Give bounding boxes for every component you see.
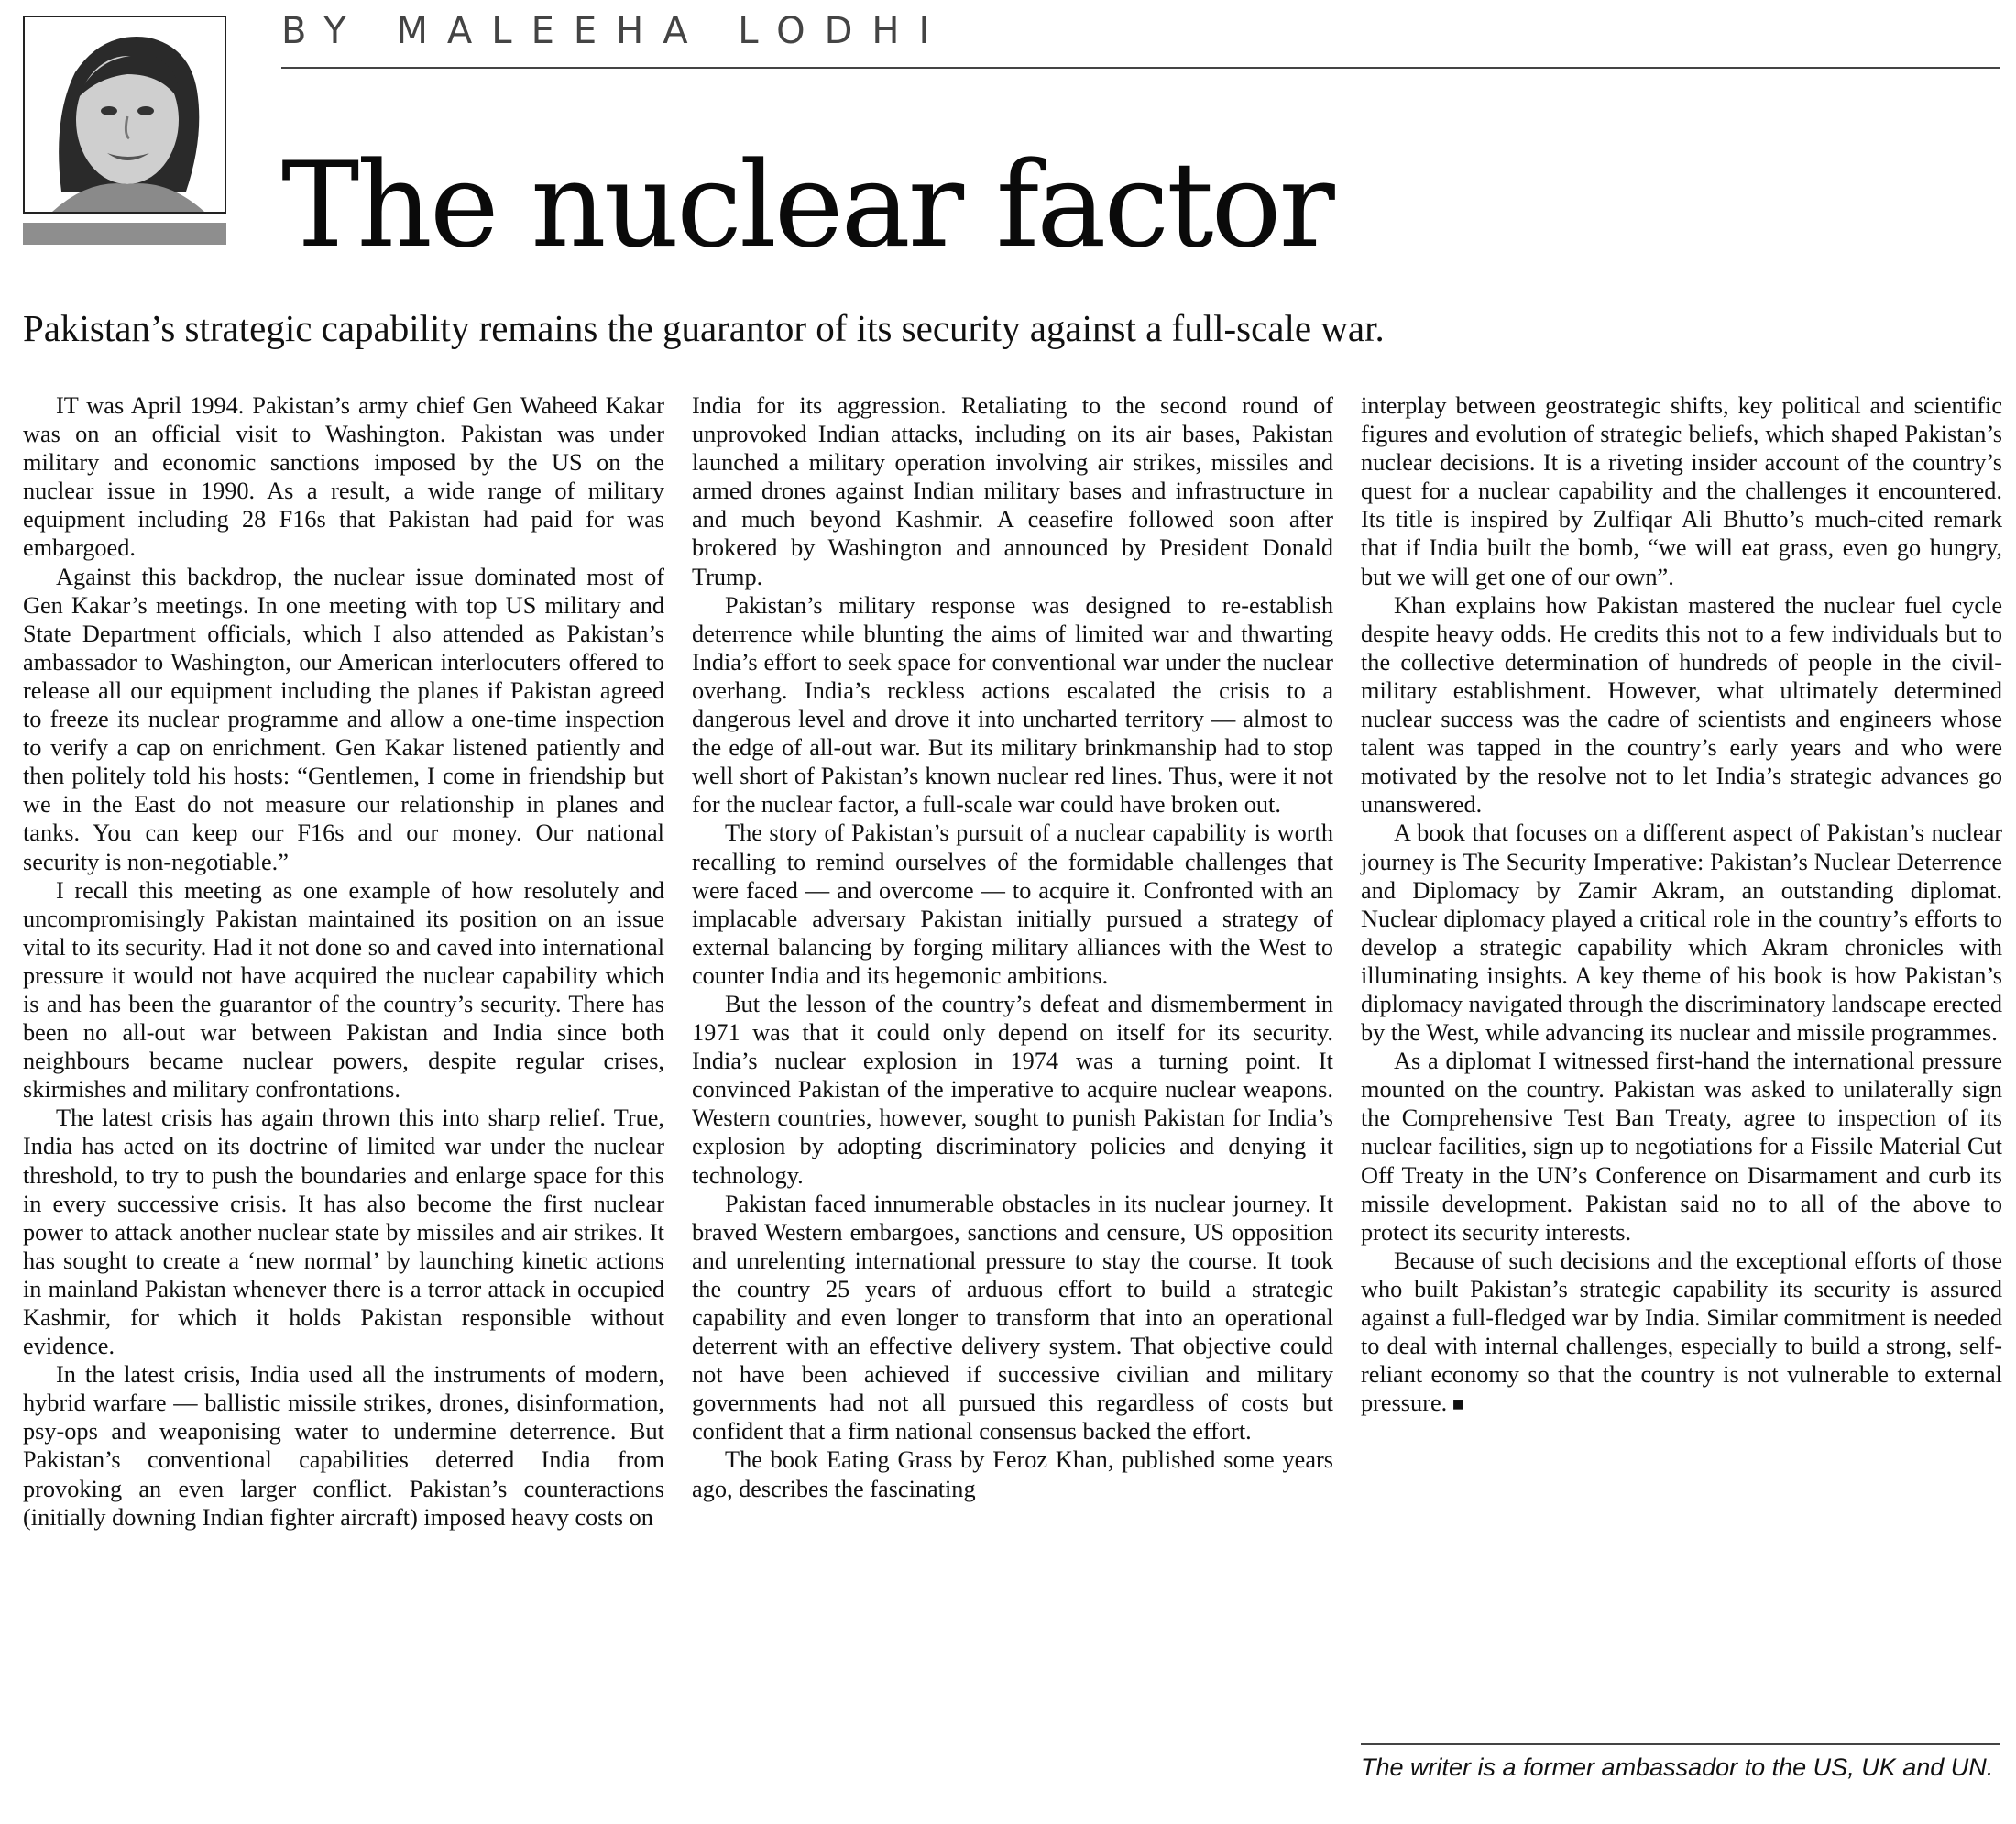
paragraph: IT was April 1994. Pakistan’s army chief Gen Waheed Kakar was on an official visit to Washington. Pakistan was under military and economic sanctions imposed by the US on the nuclear issue in 1990. As a result, a wide range of military equipment including 28 F16s that Pakistan had paid for was embargoed. bbox=[23, 392, 664, 562]
article-column-2 bbox=[692, 391, 1333, 1503]
paragraph: The story of Pakistan’s pursuit of a nuclear capability is worth recalling to remind ourselves of the formidable challenges that were faced — and overcome — to acquire it. Confronted with an implacable adversary Pakistan initially pursued a strategy of external balancing by forging military alliances with the West to counter India and its hegemonic ambitions. bbox=[692, 819, 1333, 989]
paragraph: In the latest crisis, India used all the instruments of modern, hybrid warfare — ballistic missile strikes, drones, disinformation, psy-ops and weaponising water to undermine deterrence. But Pakistan’s conventional capabilities deterred India from provoking an even larger conflict. Pakistan’s counteractions (initially downing Indian fighter aircraft) imposed heavy costs on bbox=[23, 1361, 664, 1531]
paragraph: interplay between geostrategic shifts, key political and scientific figures and evolution of strategic beliefs, which shaped Pakistan’s nuclear decisions. It is a riveting insider account of the country’s quest for a nuclear capability and the challenges it encountered. Its title is inspired by Zulfiqar Ali Bhutto’s much-cited remark that if India built the bomb, “we will eat grass, even go hungry, but we will get one of our own”. bbox=[1361, 392, 2002, 590]
paragraph: But the lesson of the country’s defeat and dismemberment in 1971 was that it could only depend on itself for its security. India’s nuclear explosion in 1974 was a turning point. It convinced Pakistan of the imperative to acquire nuclear weapons. Western countries, however, sought to punish Pakistan for India’s explosion by adopting discriminatory policies and denying it technology. bbox=[692, 990, 1333, 1189]
paragraph: Pakistan’s military response was designed to re-establish deterrence while blunting the aims of limited war and thwarting India’s effort to seek space for conventional war under the nuclear overhang. India’s reckless actions escalated the crisis to a dangerous level and drove it into uncharted territory — almost to the edge of all-out war. But its military brinkmanship had to stop well short of Pakistan’s known nuclear red lines. Thus, were it not for the nuclear factor, a full-scale war could have broken out. bbox=[692, 591, 1333, 819]
paragraph: Khan explains how Pakistan mastered the nuclear fuel cycle despite heavy odds. He credits this not to a few individuals but to the collective determination of hundreds of people in the civil-military establishment. However, what ultimately determined nuclear success was the cadre of scientists and engineers whose talent was tapped in the country’s early years and who were motivated by the resolve not to let India’s strategic advances go unanswered. bbox=[1361, 591, 2002, 819]
author-portrait bbox=[23, 16, 226, 214]
writer-note: The writer is a former ambassador to the US, UK and UN. bbox=[1361, 1753, 1994, 1781]
paragraph: The latest crisis has again thrown this into sharp relief. True, India has acted on its doctrine of limited war under the nuclear threshold, to try to push the boundaries and enlarge space for this in every successive crisis. It has also become the first nuclear power to attack another nuclear state by missiles and air strikes. It has sought to create a ‘new normal’ by launching kinetic actions in mainland Pakistan whenever there is a terror attack in occupied Kashmir, for which it holds Pakistan responsible without evidence. bbox=[23, 1104, 664, 1360]
paragraph: Pakistan faced innumerable obstacles in its nuclear journey. It braved Western embargoes, sanctions and censure, US opposition and unrelenting international pressure to stay the course. It took the country 25 years of arduous effort to build a strategic capability and even longer to transform that into an operational deterrent with an effective delivery system. That objective could not have been achieved if successive civilian and military governments had not all pursued this regardless of costs but confident that a firm national consensus backed the effort. bbox=[692, 1190, 1333, 1445]
portrait-accent-bar bbox=[23, 223, 226, 245]
paragraph: The book Eating Grass by Feroz Khan, published some years ago, describes the fascinating bbox=[692, 1446, 1333, 1502]
paragraph: Against this backdrop, the nuclear issue dominated most of Gen Kakar’s meetings. In one meeting with top US military and State Department officials, which I also attended as Pakistan’s ambassador to Washington, our American interlocuters offered to release all our equipment including the planes if Pakistan agreed to freeze its nuclear programme and allow a one-time inspection to verify a cap on enrichment. Gen Kakar listened patiently and then politely told his hosts: “Gentlemen, I come in friendship but we in the East do not measure our relationship in planes and tanks. You can keep our F16s and our money. Our national security is non-negotiable.” bbox=[23, 563, 664, 875]
byline: BY MALEEHA LODHI bbox=[281, 10, 949, 52]
standfirst: Pakistan’s strategic capability remains the guarantor of its security against a full-scale war. bbox=[23, 307, 1385, 349]
author-photo bbox=[25, 17, 225, 212]
paragraph: As a diplomat I witnessed first-hand the international pressure mounted on the country. Pakistan was asked to unilaterally sign the Comprehensive Test Ban Treaty, agree to inspection of its nuclear facilities, sign up to negotiations for a Fissile Material Cut Off Treaty in the UN’s Conference on Disarmament and curb its missile development. Pakistan said no to all of the above to protect its security interests. bbox=[1361, 1048, 2002, 1246]
footer-rule bbox=[1361, 1743, 2000, 1745]
paragraph: Because of such decisions and the exceptional efforts of those who built Pakistan’s strategic capability its security is assured against a full-fledged war by India. Similar commitment is needed to deal with internal challenges, especially to build a strong, self-reliant economy so that the country is not vulnerable to external pressure. ■ bbox=[1361, 1247, 2002, 1419]
article-column-3 bbox=[1361, 391, 2002, 1418]
paragraph: India for its aggression. Retaliating to the second round of unprovoked Indian attacks, including on its air bases, Pakistan launched a military operation involving air strikes, missiles and armed drones against Indian military bases and infrastructure in and much beyond Kashmir. A ceasefire followed soon after brokered by Washington and announced by President Donald Trump. bbox=[692, 392, 1333, 590]
paragraph: A book that focuses on a different aspect of Pakistan’s nuclear journey is The Security Imperative: Pakistan’s Nuclear Deterrence and Diplomacy by Zamir Akram, an outstanding diplomat. Nuclear diplomacy played a critical role in the country’s efforts to develop a strategic capability which Akram chronicles with illuminating insights. A key theme of his book is how Pakistan’s diplomacy navigated through the discriminatory landscape erected by the West, while advancing its nuclear and missile programmes. bbox=[1361, 819, 2002, 1047]
paragraph: I recall this meeting as one example of how resolutely and uncompromisingly Pakistan maintained its position on an issue vital to its security. Had it not done so and caved into international pressure it would not have acquired the nuclear capability which is and has been the guarantor of the country’s security. There has been no all-out war between Pakistan and India since both neighbours became nuclear powers, despite regular crises, skirmishes and military confrontations. bbox=[23, 876, 664, 1104]
header-rule bbox=[281, 67, 2000, 69]
article-column-1 bbox=[23, 391, 664, 1532]
headline: The nuclear factor bbox=[281, 137, 1332, 274]
